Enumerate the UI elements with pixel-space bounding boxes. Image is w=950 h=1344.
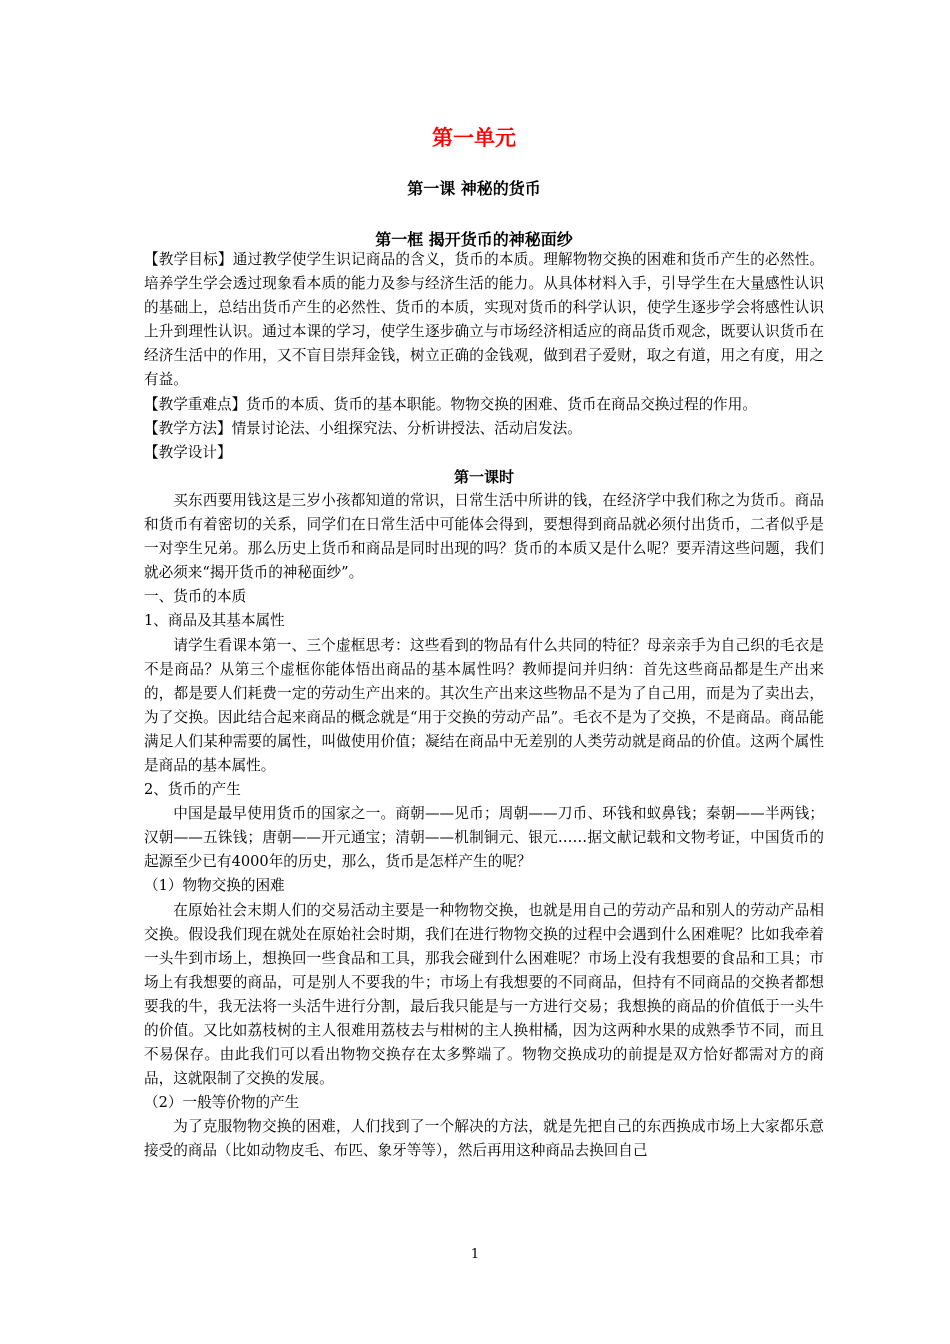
frame-title: 第一框 揭开货币的神秘面纱 [375, 230, 573, 249]
teaching-key-points: 【教学重难点】货币的本质、货币的基本职能。物物交换的困难、货币在商品交换过程的作用。 [144, 395, 757, 413]
subsection-heading: 1、商品及其基本属性 [144, 612, 285, 630]
teaching-design: 【教学设计】 [144, 443, 232, 461]
item-heading: （1）物物交换的困难 [144, 877, 285, 895]
commodity-paragraph: 请学生看课本第一、三个虚框思考：这些看到的物品有什么共同的特征？母亲亲手为自己织的毛衣是不是商品？从第三个虚框你能体悟出商品的基本属性吗？教师提问并归纳：首先这些商品都是生产出来的，都是要人们耗费一定的劳动生产出来的。其次生产出来这些物品不是为了自己用，而是为了卖出去，为了交换。因此结合起来商品的概念就是“用于交换的劳动产品”。毛衣不是为了交换，不是商品。商品能满足人们某种需要的属性，叫做使用价值；凝结在商品中无差别的人类劳动就是商品的价值。这两个属性是商品的基本属性。 [144, 636, 824, 774]
section-heading: 一、货币的本质 [144, 588, 247, 606]
session-title: 第一课时 [453, 467, 514, 486]
teaching-goals: 【教学目标】通过教学使学生识记商品的含义，货币的本质。理解物物交换的困难和货币产生的必然性。培养学生学会透过现象看本质的能力及参与经济生活的能力。从具体材料入手，引导学生在大量感性认识的基础上，总结出货币产生的必然性、货币的本质，实现对货币的科学认识，使学生逐步学会将感性认识上升到理性认识。通过本课的学习，使学生逐步确立与市场经济相适应的商品货币观念，既要认识货币在经济生活中的作用，又不盲目崇拜金钱，树立正确的金钱观，做到君子爱财，取之有道，用之有度，用之有益。 [144, 251, 824, 389]
equivalent-paragraph: 为了克服物物交换的困难，人们找到了一个解决的方法，就是先把自己的东西换成市场上大家都乐意接受的商品（比如动物皮毛、布匹、象牙等等），然后再用这种商品去换回自己 [144, 1118, 824, 1160]
page-number: 1 [470, 1247, 480, 1262]
subsection-heading: 2、货币的产生 [144, 781, 241, 799]
teaching-methods: 【教学方法】情景讨论法、小组探究法、分析讲授法、活动启发法。 [144, 419, 582, 437]
unit-title: 第一单元 [432, 126, 516, 150]
barter-paragraph: 在原始社会末期人们的交易活动主要是一种物物交换，也就是用自己的劳动产品和别人的劳动产品相交换。假设我们现在就处在原始社会时期，我们在进行物物交换的过程中会遇到什么困难呢？比如我牵着一头牛到市场上，想换回一些食品和工具，那我会碰到什么困难呢？市场上没有我想要的食品和工具；市场上有我想要的商品，可是别人不要我的牛；市场上有我想要的不同商品，但持有不同商品的交换者都想要我的牛，我无法将一头活牛进行分割，最后我只能是与一方进行交易；我想换的商品的价值低于一头牛的价值。又比如荔枝树的主人很难用荔枝去与柑树的主人换柑橘，因为这两种水果的成熟季节不同，而且不易保存。由此我们可以看出物物交换存在太多弊端了。物物交换成功的前提是双方恰好都需对方的商品，这就限制了交换的发展。 [144, 901, 824, 1088]
currency-origin-paragraph: 中国是最早使用货币的国家之一。商朝——见币；周朝——刀币、环钱和蚁鼻钱；秦朝——半两钱；汉朝——五铢钱；唐朝——开元通宝；清朝——机制铜元、银元……据文献记载和文物考证，中国货币的起源至少已有4000年的历史，那么，货币是怎样产生的呢？ [144, 805, 824, 871]
document-body [144, 248, 824, 1164]
intro-paragraph: 买东西要用钱这是三岁小孩都知道的常识，日常生活中所讲的钱，在经济学中我们称之为货币。商品和货币有着密切的关系，同学们在日常生活中可能体会得到，要想得到商品就必须付出货币，二者似乎是一对孪生兄弟。那么历史上货币和商品是同时出现的吗？货币的本质又是什么呢？要弄清这些问题，我们就必须来“揭开货币的神秘面纱”。 [144, 491, 824, 582]
item-heading: （2）一般等价物的产生 [144, 1094, 300, 1112]
lesson-title: 第一课 神秘的货币 [407, 179, 541, 198]
